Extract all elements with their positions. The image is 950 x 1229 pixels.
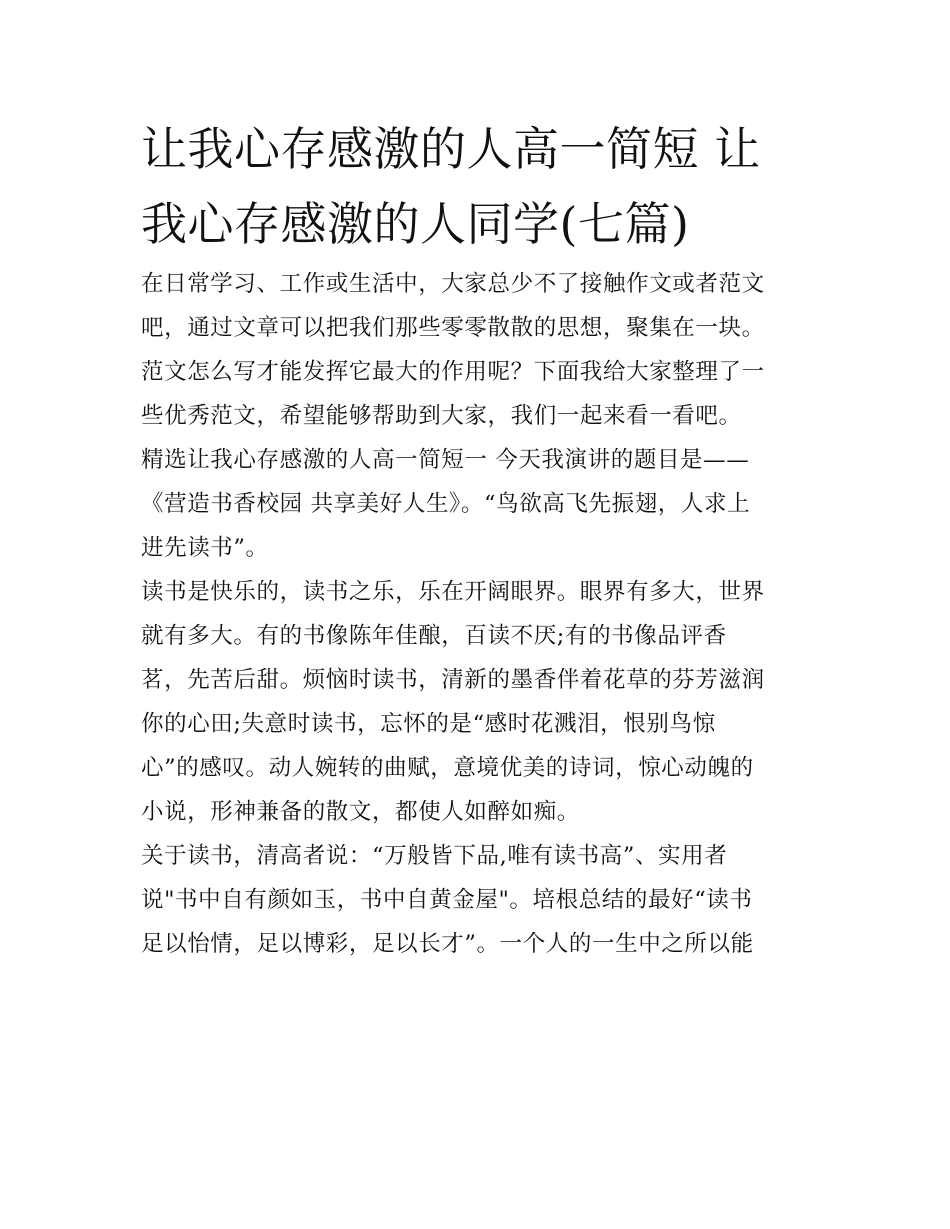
document-content [141,112,813,966]
body-line: 足以怡情，足以博彩，足以长才”。一个人的一生中之所以能 [141,931,754,957]
body-line: 读书是快乐的，读书之乐，乐在开阔眼界。眼界有多大，世界 [141,579,765,605]
body-line: 在日常学习、工作或生活中，大家总少不了接触作文或者范文 [141,271,765,297]
body-line: 吧，通过文章可以把我们那些零零散散的思想，聚集在一块。 [141,315,765,341]
body-line: 关于读书，清高者说：“万般皆下品,唯有读书高”、实用者 [141,843,728,869]
title-line: 我心存感激的人同学(七篇) [141,197,690,251]
body-line: 精选让我心存感激的人高一简短一 今天我演讲的题目是—— [141,447,750,473]
title-line: 让我心存感激的人高一简短 让 [141,122,761,176]
body-line: 小说，形神兼备的散文，都使人如醉如痴。 [141,799,580,825]
body-line: 说"书中自有颜如玉，书中自黄金屋"。培根总结的最好“读书 [141,887,753,913]
body-line: 你的心田;失意时读书，忘怀的是“感时花溅泪，恨别鸟惊 [141,711,716,737]
body-line: 就有多大。有的书像陈年佳酿，百读不厌;有的书像品评香 [141,623,727,649]
body-line: 茗，先苦后甜。烦恼时读书，清新的墨香伴着花草的芬芳滋润 [141,667,765,693]
body-line: 进先读书”。 [141,535,269,561]
body-line: 些优秀范文，希望能够帮助到大家，我们一起来看一看吧。 [141,403,742,429]
document-title [141,112,813,262]
body-line: 范文怎么写才能发挥它最大的作用呢？下面我给大家整理了一 [141,359,765,385]
document-body [141,262,813,966]
body-line: 《营造书香校园 共享美好人生》。“鸟欲高飞先振翅，人求上 [141,491,751,517]
body-line: 心”的感叹。动人婉转的曲赋，意境优美的诗词，惊心动魄的 [141,755,754,781]
